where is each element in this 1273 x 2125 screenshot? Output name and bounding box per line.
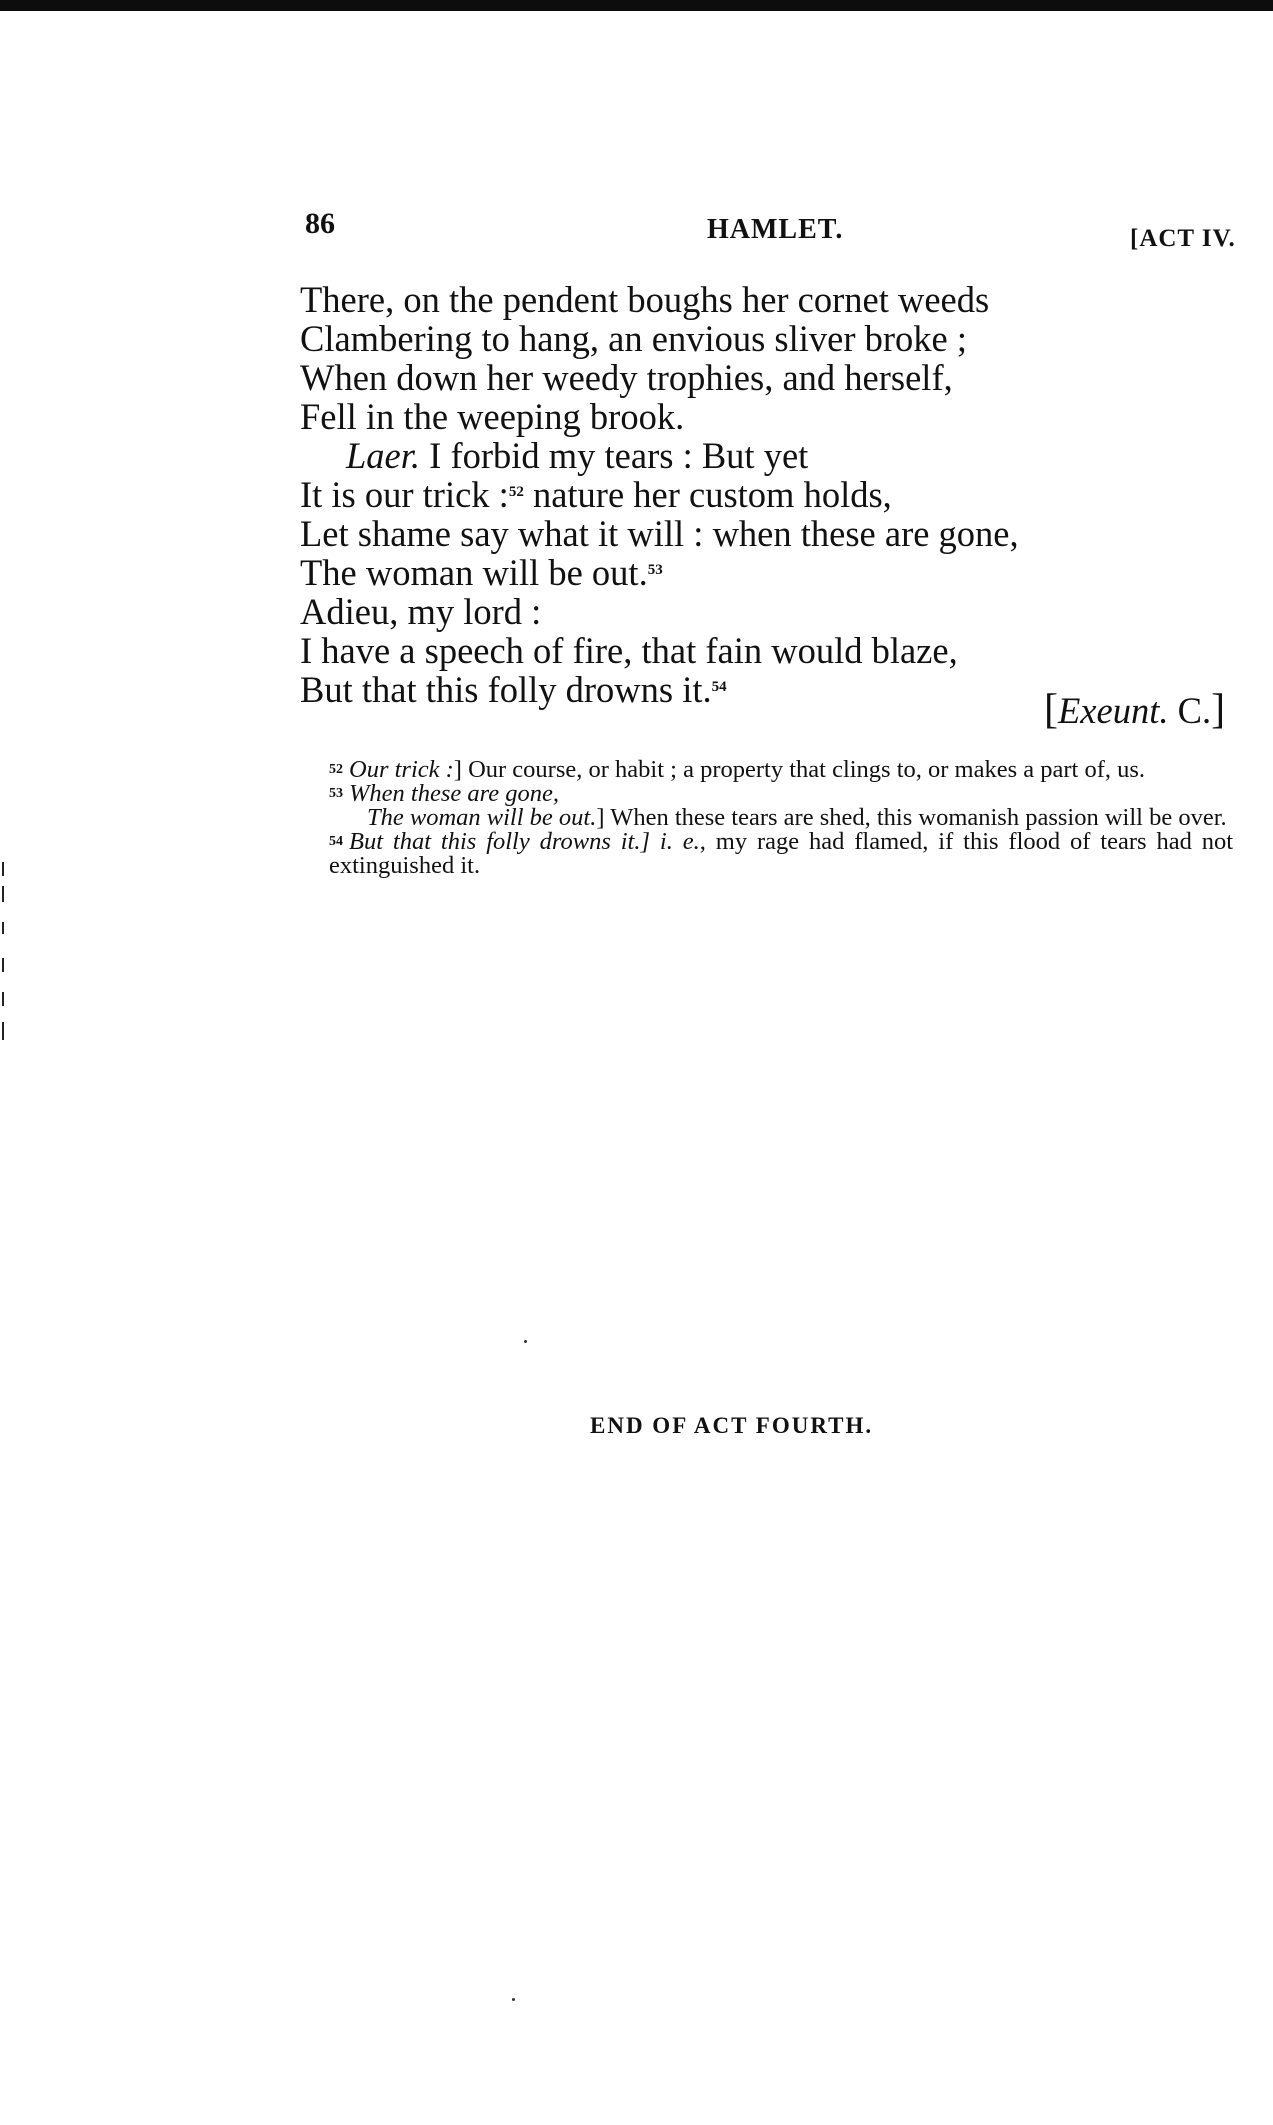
verse-line: When down her weedy trophies, and herself, xyxy=(300,357,953,398)
ink-speck xyxy=(524,1340,527,1343)
footnote-reference: But that this folly drowns it. xyxy=(349,828,641,855)
footnote-ref-52: 52 xyxy=(508,484,524,500)
footnote-reference: The woman will be out. xyxy=(367,804,597,831)
act-marker: [ACT IV. xyxy=(1130,225,1236,252)
verse-line: Fell in the weeping brook. xyxy=(300,396,685,437)
verse-line: Adieu, my lord : xyxy=(300,591,542,632)
footnote-52 xyxy=(297,758,1233,782)
footnote-ref-53: 53 xyxy=(647,562,663,578)
speech-text: The woman will be out. xyxy=(300,552,648,593)
stage-direction-suffix: C. xyxy=(1168,690,1212,731)
bracket-close: ] xyxy=(1211,687,1226,733)
verse-line-laertes xyxy=(300,436,1240,475)
footnote-text: ] Our course, or habit ; a property that clings to, or makes a part of, us. xyxy=(453,756,1146,783)
verse-line: I have a speech of fire, that fain would blaze, xyxy=(300,630,958,671)
ink-speck xyxy=(512,1998,515,2001)
binding-edge-marks xyxy=(0,862,8,1042)
speech-text: But that this folly drowns it. xyxy=(300,669,712,710)
verse-line xyxy=(300,475,1240,514)
footnote-reference: When these are gone, xyxy=(349,780,559,807)
verse-block xyxy=(300,280,1240,709)
speech-text: It is our trick : xyxy=(300,474,509,515)
end-of-act-marker: END OF ACT FOURTH. xyxy=(590,1413,874,1438)
verse-line: Let shame say what it will : when these are gone, xyxy=(300,513,1019,554)
speech-text: I forbid my tears : But yet xyxy=(420,435,809,476)
speech-text: nature her custom holds, xyxy=(523,474,892,515)
footnotes-block xyxy=(297,758,1233,878)
stage-direction-exeunt: Exeunt. xyxy=(1058,690,1169,731)
running-title: HAMLET. xyxy=(707,214,844,245)
footnote-mark: 53 xyxy=(329,786,343,801)
footnote-ref-54: 54 xyxy=(711,679,727,695)
footnote-reference: Our trick : xyxy=(349,756,454,783)
footnote-53 xyxy=(297,782,1233,806)
stage-direction xyxy=(1044,686,1225,734)
speaker-name: Laer. xyxy=(346,435,421,476)
page-number: 86 xyxy=(305,207,335,240)
verse-line: Clambering to hang, an envious sliver broke ; xyxy=(300,318,967,359)
footnote-53-cont xyxy=(297,806,1233,830)
footnote-ie: ] i. e. xyxy=(640,828,700,855)
top-scan-border xyxy=(0,0,1273,11)
footnote-mark: 54 xyxy=(329,834,343,849)
verse-line xyxy=(300,553,1240,592)
footnote-text: , my rage had flamed, if this flood of tears had not extinguished it. xyxy=(329,828,1234,879)
footnote-text: ] When these tears are shed, this womanish passion will be over. xyxy=(596,804,1227,831)
footnote-54 xyxy=(297,830,1233,878)
bracket-open: [ xyxy=(1044,687,1058,733)
footnote-mark: 52 xyxy=(329,762,343,777)
verse-line: There, on the pendent boughs her cornet weeds xyxy=(300,279,990,320)
